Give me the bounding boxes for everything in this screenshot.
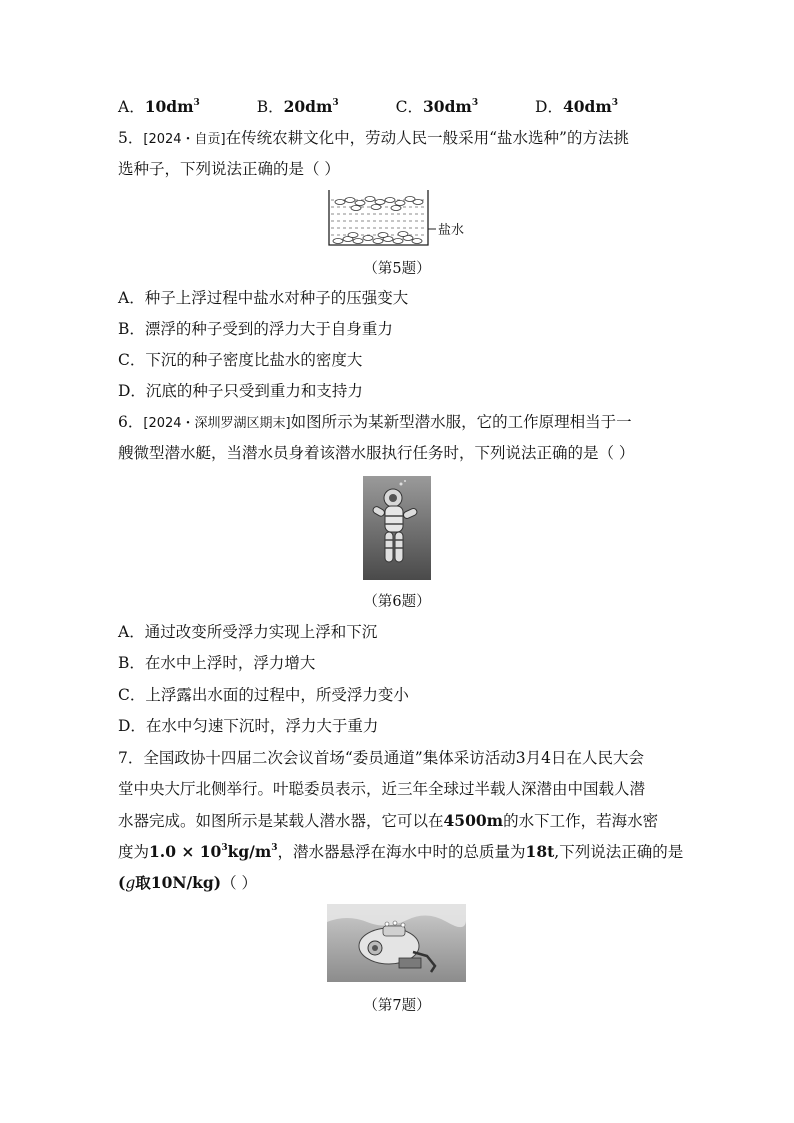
q5-option-b: B．漂浮的种子受到的浮力大于自身重力 [118, 320, 393, 338]
q5-caption: （第5题） [363, 261, 431, 277]
q7-caption: （第7题） [363, 998, 431, 1014]
q4-options [118, 96, 670, 118]
q7-depth: 4500m [443, 811, 504, 830]
q7-line2: 堂中央大厅北侧举行。叶聪委员表示，近三年全球过半载人深潜由中国载人潜 [118, 780, 646, 798]
q7-line4: 度为$1.0 \times 10^3kg/m^3$，潜水器悬浮在海水中时的总质量为18t,下列说法正确的是 [118, 842, 684, 861]
q5-stem-line2: 选种子，下列说法正确的是（ ） [118, 160, 340, 178]
q6-option-b: B．在水中上浮时，浮力增大 [118, 654, 316, 672]
q5-option-a: A．种子上浮过程中盐水对种子的压强变大 [118, 289, 409, 307]
diving-suit-icon [363, 476, 431, 580]
q7-mass: 18t [525, 842, 555, 861]
q5-option-c: C．下沉的种子密度比盐水的密度大 [118, 351, 363, 369]
q6-option-d: D．在水中匀速下沉时，浮力大于重力 [118, 717, 379, 735]
q6-caption: （第6题） [363, 594, 431, 610]
q6-number: 6． [118, 413, 144, 431]
q6-diving-suit-photo [363, 476, 431, 580]
q5-option-d: D．沉底的种子只受到重力和支持力 [118, 382, 363, 400]
q4-option-c: C．$30dm^3$ [395, 97, 479, 116]
q6-stem-line2: 艘微型潜水艇，当潜水员身着该潜水服执行任务时，下列说法正确的是（ ） [118, 444, 635, 462]
q7-line3: 水器完成。如图所示是某载人潜水器，它可以在4500m的水下工作，若海水密 [118, 811, 659, 830]
q5-stem-line1: 5．[2024・自贡]在传统农耕文化中，劳动人民一般采用“盐水选种”的方法挑 [118, 129, 629, 147]
q6-option-a: A．通过改变所受浮力实现上浮和下沉 [118, 623, 378, 641]
q7-submersible-photo [327, 904, 466, 982]
q7-line1: 7．全国政协十四届二次会议首场“委员通道”集体采访活动3月4日在人民大会 [118, 749, 644, 767]
q6-stem-line1: 6．[2024・深圳罗湖区期末]如图所示为某新型潜水服，它的工作原理相当于一 [118, 413, 632, 431]
q6-option-c: C．上浮露出水面的过程中，所受浮力变小 [118, 686, 409, 704]
submersible-icon [327, 904, 466, 982]
q7-number: 7． [118, 749, 144, 767]
q5-figure-label: 盐水 [438, 223, 465, 238]
q4-option-d: D．$40dm^3$ [535, 97, 619, 116]
q7-density: 1.0 × 10 [149, 842, 222, 861]
q6-source: [2024・深圳罗湖区期末] [143, 416, 291, 431]
q7-line5: (g取10N/kg)（ ） [118, 873, 258, 892]
q5-number: 5． [118, 129, 144, 147]
q4-option-b: B．$20dm^3$ [256, 97, 339, 116]
q4-option-a: A．$10dm^3$ [118, 97, 200, 116]
q5-source: [2024・自贡] [143, 132, 226, 147]
